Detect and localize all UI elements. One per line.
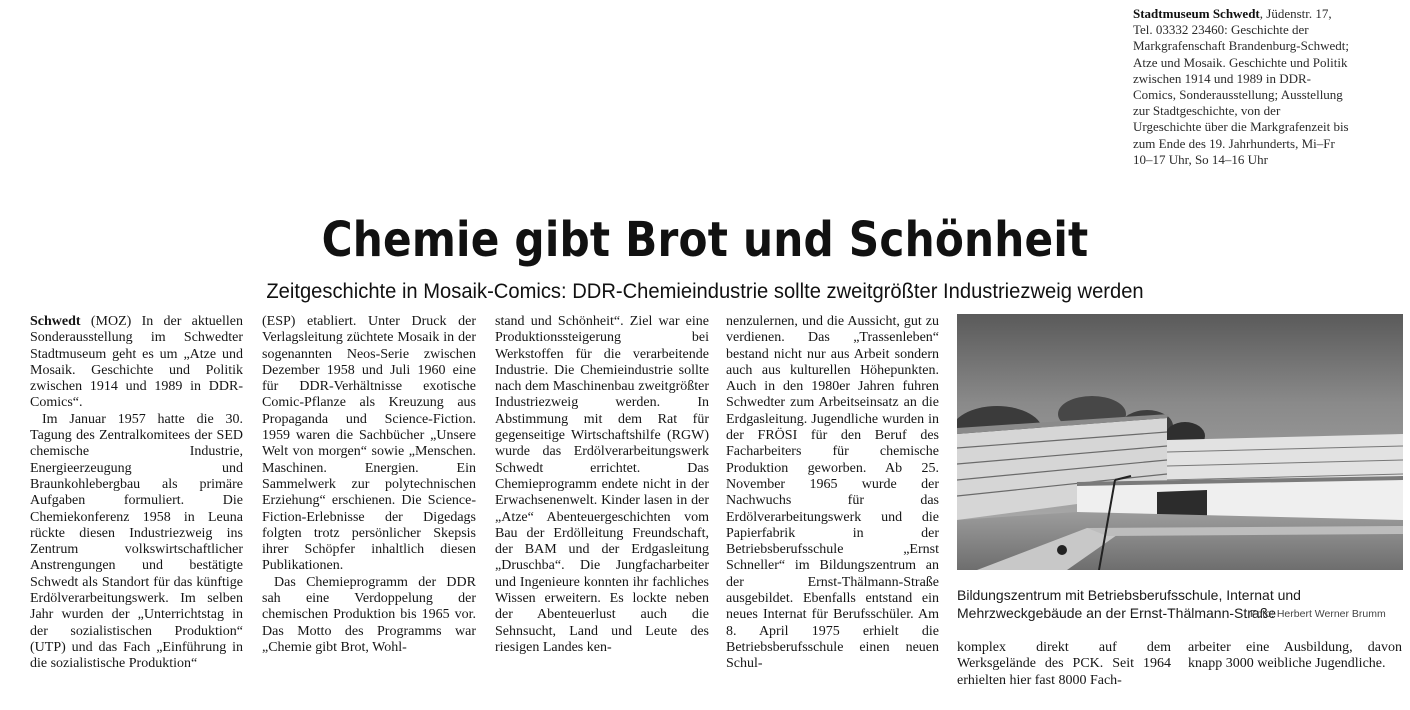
article-column-1 [30, 314, 243, 673]
article-column-3 [495, 314, 709, 656]
article-column-6 [1188, 640, 1402, 673]
article-subheadline: Zeitgeschichte in Mosaik-Comics: DDR-Chemieindustrie sollte zweitgrößter Industriezweig werden [266, 280, 1144, 303]
photo-credit: Foto: Herbert Werner Brumm [1250, 608, 1386, 620]
paragraph: stand und Schönheit“. Ziel war eine Produktionssteigerung bei Werkstoffen für die verarbeitende Industrie. Die Chemieindustrie sollte nach dem Maschinenbau zweitgrößter Industriezweig werden. In Abstimmung mit dem Rat für gegenseitige Wirtschaftshilfe (RGW) wurde das Erdölverarbeitungswerk Schwedt errichtet. Das Chemieprogramm endete nicht in der Erwachsenenwelt. Kinder lasen in der „Atze“ Abenteuergeschichten vom Bau der Erdölleitung Freundschaft, der BAM und der Erdgasleitung „Druschba“. Die Jungfacharbeiter und Ingenieure konnten ihr fachliches Wissen erweitern. Es lockte neben der Abenteuerlust auch die Sehnsucht, Land und Leute des riesigen Landes ken- [495, 314, 709, 655]
paragraph: nenzulernen, und die Aussicht, gut zu verdienen. Das „Trassenleben“ bestand nicht nur aus Arbeit sondern auch aus kulturellen Höhepunkten. Auch in den 1980er Jahren fuhren Schwedter zum Arbeitseinsatz an die Erdgasleitung. Jugendliche wurden in der FRÖSI für den Beruf des Facharbeiters für chemische Produktion geworben. Ab 25. November 1965 wurde der Nachwuchs für das Erdölverarbeitungswerk und die Papierfabrik in der Betriebsberufsschule „Ernst Schneller“ im Bildungszentrum an der Ernst-Thälmann-Straße ausgebildet. Ebenfalls entstand ein neues Internat für Berufsschüler. Am 8. April 1975 erhielt die Betriebsberufsschule einen neuen Schul- [726, 314, 939, 672]
article-headline: Chemie gibt Brot und Schönheit [321, 212, 1089, 268]
paragraph-intro: (MOZ) In der aktuellen Sonderausstellung im Schwedter Stadtmuseum geht es um „Atze und Mosaik. Geschichte und Politik zwischen 1914 und 1989 in DDR-Comics“. [30, 314, 243, 411]
paragraph: Das Chemieprogramm der DDR sah eine Verdoppelung der chemischen Produktion bis 1965 vor. Das Motto des Programms war „Chemie gibt Brot, Wohl- [262, 574, 476, 655]
paragraph: Im Januar 1957 hatte die 30. Tagung des Zentralkomitees der SED chemische Industrie, Energieerzeugung und Braunkohlebergbau als primäre Aufgaben formuliert. Die Chemiekonferenz 1958 in Leuna rückte diesen Industriezweig ins Zentrum volkswirtschaftlicher Anstrengungen und bestätigte Schwedt als Standort für das künftige Erdölverarbeitungswerk. Im selben Jahr wurden der „Unterrichtstag in der sozialistischen Produktion“ (UTP) und das Fach „Einführung in die sozialistische Produktion“ [30, 411, 243, 672]
paragraph: arbeiter eine Ausbildung, davon knapp 3000 weibliche Jugendliche. [1188, 640, 1402, 672]
article-column-2 [262, 314, 476, 656]
museum-info-box [1133, 6, 1351, 168]
museum-name: Stadtmuseum Schwedt [1133, 6, 1260, 21]
dateline: Schwedt [30, 314, 81, 329]
building-photo-image [957, 314, 1403, 570]
photo-caption: Bildungszentrum mit Betriebsberufsschule, Internat und Mehrzweckgebäude an der Ernst-Thälmann-Straße [957, 587, 1301, 621]
paragraph: (ESP) etabliert. Unter Druck der Verlagsleitung züchtete Mosaik in der sogenannten Neos-Serie zwischen Dezember 1958 und Juli 1960 eine für DDR-Verhältnisse exotische Comic-Pflanze als Kreuzung aus Propaganda und Science-Fiction. 1959 waren die Sachbücher „Unsere Welt von morgen“ sowie „Menschen. Maschinen. Energien. Ein Sammelwerk zur polytechnischen Erziehung“ erschienen. Die Science-Fiction-Erlebnisse der Digedags folgten trotz persönlicher Skepsis ihrer Schöpfer inhaltlich diesen Publikationen. [262, 314, 476, 574]
paragraph: komplex direkt auf dem Werksgelände des PCK. Seit 1964 erhielten hier fast 8000 Fach- [957, 640, 1171, 688]
museum-info-text: , Jüdenstr. 17, Tel. 03332 23460: Geschichte der Markgrafenschaft Brandenburg-Schwedt; Atze und Mosaik. Geschichte und Politik zwischen 1914 und 1989 in DDR-Comics, Sonderausstellung; Ausstellung zur Stadtgeschichte, von der Urgeschichte über die Markgrafenzeit bis zum Ende des 19. Jahrhunderts, Mi–Fr 10–17 Uhr, So 14–16 Uhr [1133, 6, 1349, 167]
article-column-5 [957, 640, 1171, 689]
article-column-4 [726, 314, 939, 673]
building-photo [957, 314, 1403, 570]
